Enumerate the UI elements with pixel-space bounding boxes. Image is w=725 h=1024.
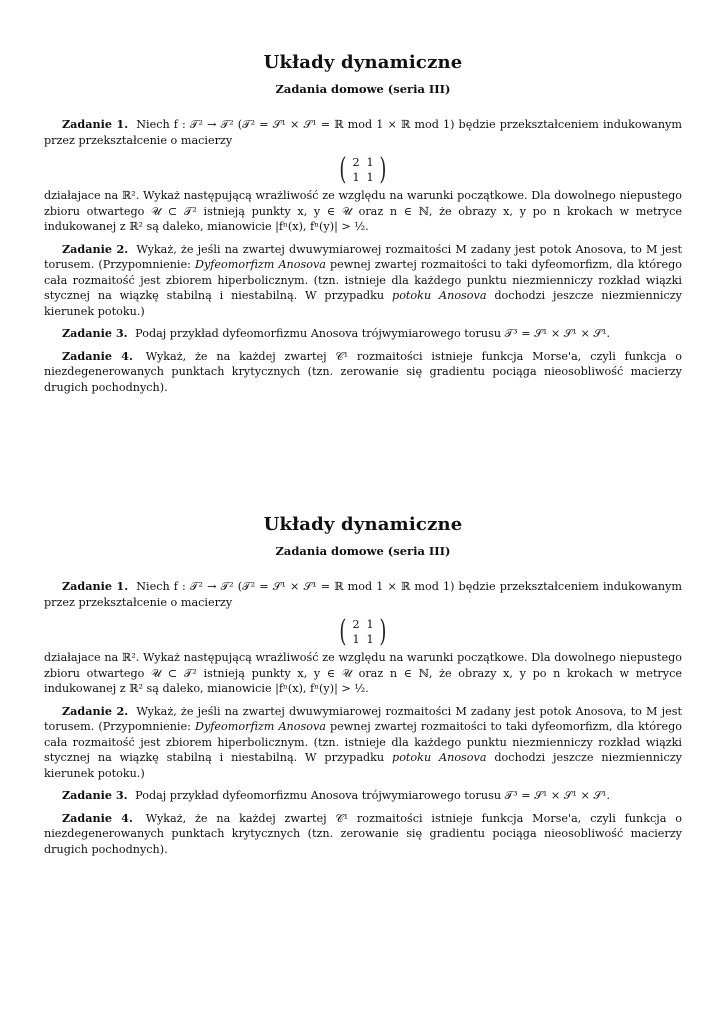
problem-1: [44, 579, 682, 610]
problem-2-text-a: Wykaż, że jeśli na zwartej dwuwymiarowej rozmaitości M zadany jest potok Anosova, to M jest torusem. (Przypomnienie:: [44, 704, 682, 733]
right-paren: ): [379, 152, 387, 187]
problem-2-term-2: potoku Anosova: [392, 289, 487, 302]
matrix-cell: 1: [366, 156, 374, 169]
problem-1: [44, 117, 682, 148]
page-subtitle: Zadania domowe (seria III): [275, 544, 451, 558]
matrix-grid: [349, 617, 377, 647]
problem-3-text: Podaj przykład dyfeomorfizmu Anosova trójwymiarowego torusu 𝒯³ = 𝒮¹ × 𝒮¹ × 𝒮¹.: [135, 789, 611, 802]
problem-1-label: Zadanie 1.: [62, 579, 129, 593]
matrix-cell: 1: [352, 633, 360, 646]
right-paren: ): [379, 614, 387, 649]
matrix-grid: [349, 155, 377, 185]
page-subtitle: Zadania domowe (seria III): [275, 82, 451, 96]
problem-1-continuation: działajace na ℝ². Wykaż następującą wrażliwość ze względu na warunki początkowe. Dla dowolnego niepustego zbioru otwartego 𝒰 ⊂ 𝒯² istnieją punkty x, y ∈ 𝒰 oraz n ∈ ℕ, że obrazy x, y po n krokach w metryce indukowanej z ℝ² są daleko, mianowicie |fⁿ(x), fⁿ(y)| > ½.: [44, 189, 682, 233]
problem-4-text: Wykaż, że na każdej zwartej 𝒞¹ rozmaitości istnieje funkcja Morse'a, czyli funkcja o niezdegenerowanych punktach krytycznych (tzn. zerowanie się gradientu pociąga nieosobliwość macierzy drugich pochodnych).: [44, 811, 682, 856]
matrix-cell: 1: [352, 171, 360, 184]
matrix-cell: 2: [352, 156, 360, 169]
problem-2-label: Zadanie 2.: [62, 703, 129, 718]
problem-3: [44, 326, 682, 342]
problem-list: [44, 117, 682, 395]
matrix-cell: 1: [366, 618, 374, 631]
problem-4: [44, 349, 682, 396]
matrix-block: [44, 152, 682, 187]
problem-2-text-b: pewnej zwartej rozmaitości to taki dyfeomorfizm, dla którego cała rozmaitość jest zbiorem hiperbolicznym. (tzn. istnieje dla każdego punktu niezmienniczy rozkład wiązki stycznej na wiązkę stabilną i niestabilną. W przypadku: [44, 720, 682, 764]
matrix: [337, 614, 388, 649]
problem-2-term-1: Dyfeomorfizm Anosova: [194, 720, 326, 733]
left-paren: (: [339, 614, 347, 649]
problem-4: [44, 811, 682, 858]
page-title: Układy dynamiczne: [263, 514, 463, 535]
problem-2-text-b: pewnej zwartej rozmaitości to taki dyfeomorfizm, dla którego cała rozmaitość jest zbiorem hiperbolicznym. (tzn. istnieje dla każdego punktu niezmienniczy rozkład wiązki stycznej na wiązkę stabilną i niestabilną. W przypadku: [44, 258, 682, 302]
problem-3-label: Zadanie 3.: [62, 326, 128, 340]
problem-4-label: Zadanie 4.: [62, 348, 133, 363]
problem-2: [44, 704, 682, 782]
left-paren: (: [339, 152, 347, 187]
problem-1-continuation: działajace na ℝ². Wykaż następującą wrażliwość ze względu na warunki początkowe. Dla dowolnego niepustego zbioru otwartego 𝒰 ⊂ 𝒯² istnieją punkty x, y ∈ 𝒰 oraz n ∈ ℕ, że obrazy x, y po n krokach w metryce indukowanej z ℝ² są daleko, mianowicie |fⁿ(x), fⁿ(y)| > ½.: [44, 651, 682, 695]
problem-1-text: Niech f : 𝒯² → 𝒯² (𝒯² = 𝒮¹ × 𝒮¹ = ℝ mod 1 × ℝ mod 1) będzie przekształceniem indukowanym przez przekształcenie o macierzy: [44, 118, 682, 147]
problem-2-text-a: Wykaż, że jeśli na zwartej dwuwymiarowej rozmaitości M zadany jest potok Anosova, to M jest torusem. (Przypomnienie:: [44, 242, 682, 271]
matrix-cell: 1: [366, 171, 374, 184]
problem-2: [44, 242, 682, 320]
problem-1-label: Zadanie 1.: [62, 117, 129, 131]
matrix-block: [44, 614, 682, 649]
problem-2-term-1: Dyfeomorfizm Anosova: [194, 258, 326, 271]
problem-4-label: Zadanie 4.: [62, 810, 133, 825]
problem-2-text-c: dochodzi jeszcze niezmienniczy kierunek potoku.): [44, 289, 682, 318]
problem-4-text: Wykaż, że na każdej zwartej 𝒞¹ rozmaitości istnieje funkcja Morse'a, czyli funkcja o niezdegenerowanych punktach krytycznych (tzn. zerowanie się gradientu pociąga nieosobliwość macierzy drugich pochodnych).: [44, 349, 682, 394]
homework-sheet-top: [44, 52, 682, 402]
matrix-cell: 1: [366, 633, 374, 646]
problem-3: [44, 788, 682, 804]
problem-2-text-c: dochodzi jeszcze niezmienniczy kierunek potoku.): [44, 751, 682, 780]
problem-3-label: Zadanie 3.: [62, 788, 128, 802]
problem-2-term-2: potoku Anosova: [392, 751, 487, 764]
problem-list: [44, 579, 682, 857]
problem-2-label: Zadanie 2.: [62, 241, 129, 256]
matrix-cell: 2: [352, 618, 360, 631]
problem-1-text: Niech f : 𝒯² → 𝒯² (𝒯² = 𝒮¹ × 𝒮¹ = ℝ mod 1 × ℝ mod 1) będzie przekształceniem indukowanym przez przekształcenie o macierzy: [44, 580, 682, 609]
problem-3-text: Podaj przykład dyfeomorfizmu Anosova trójwymiarowego torusu 𝒯³ = 𝒮¹ × 𝒮¹ × 𝒮¹.: [135, 327, 611, 340]
matrix: [337, 152, 388, 187]
page-title: Układy dynamiczne: [263, 52, 463, 73]
homework-sheet-bottom: [44, 514, 682, 864]
